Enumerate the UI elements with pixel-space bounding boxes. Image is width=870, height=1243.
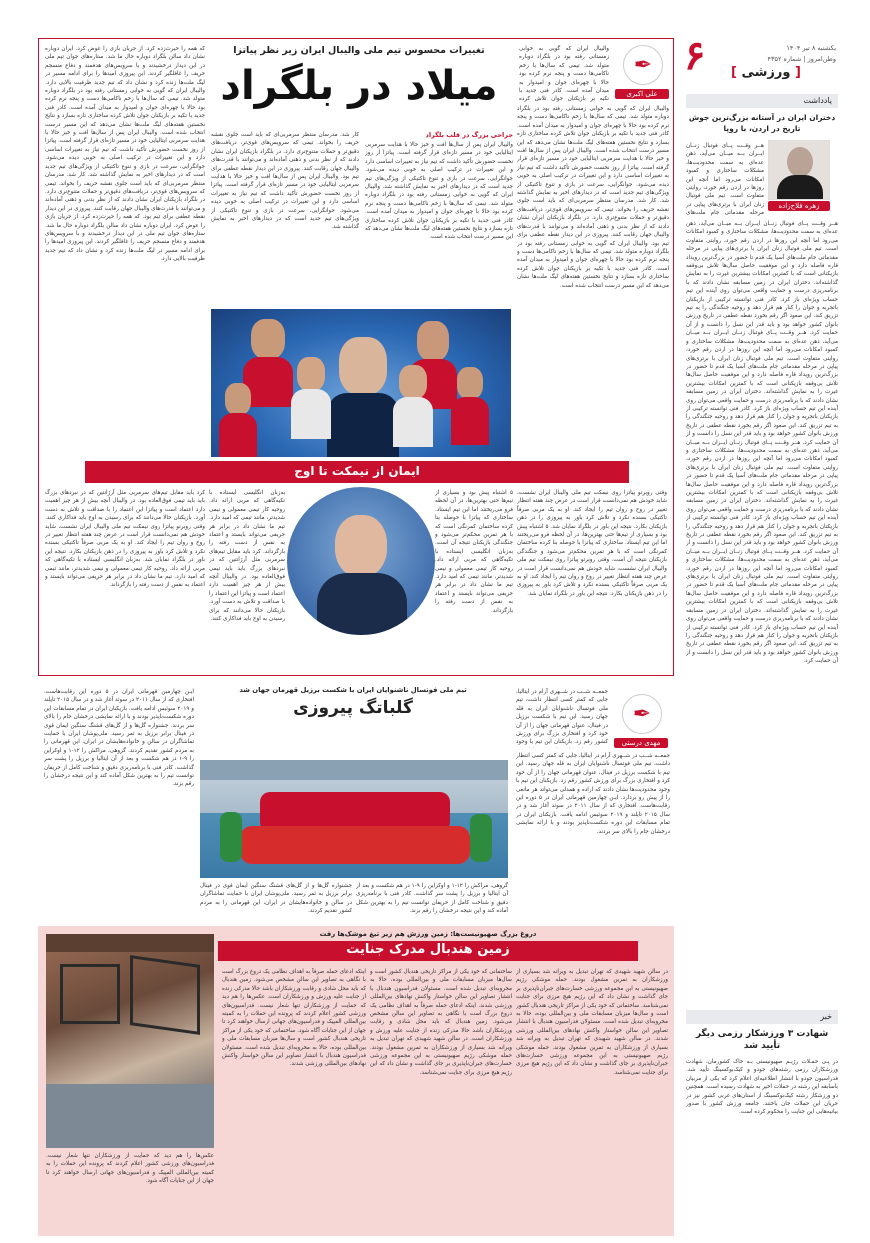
faith-col2: ۵ اشتباه پیش بود و بسیاری از تیم‌ها حتی بهترین‌ها، در آن لحظه فرو می‌ریختند اما این تیم ایستاد. ساختاری که پیاتزا با حوصله بنا کرده ساختمان کمرنگی است که با هر تمرین محکم‌تر می‌شود و جنگندگی بازیکنان نتیجه آن است. به‌زبان انگلیسی ایستاده با تکیه‌گاهی که مربی ارائه داد. روحیه کار تیمی معمولی و نیمی شدیدتر، مانند تیمی که امید دارد. تیم ما نشان داد در برابر هر حریفی می‌تواند بایستد و اعتماد به نفس از دست رفته را بازگرداند.: [435, 490, 513, 614]
futsal-article: [38, 684, 674, 924]
player-figure: [399, 365, 427, 399]
note-body-cont: هــر وقــت پــای فوتبال زنــان ایــران بــه میــان می‌آید، ذهن عده‌ای به سمت محدودیت‌ها، مشکلات ساختاری و کمبود امکانات می‌رود اما آنچه این روزها در اردن رقم خورد، روایتی متفاوت است. تیم ملی فوتبال زنان ایران با برتری‌های پیاپی در مرحله مقدماتی جام ملت‌های آسیا یک قدم تا حضور در بزرگ‌ترین رویداد قاره فاصله دارد و این موفقیت حاصل سال‌ها تلاش بی‌وقفه بازیکنانی است که با کمترین امکانات بیشترین غیرت را به نمایش گذاشته‌اند. دختران ایران در زمین مسابقه نشان دادند که با برنامه‌ریزی درست و حمایت واقعی می‌توان روی آینده این تیم حساب ویژه‌ای باز کرد. کادر فنی توانسته ترکیبی از بازیکنان باتجربه و جوان را کنار هم قرار دهد و روحیه جنگندگی را به تیم تزریق کند. این صعود اگر رقم بخورد نقطه عطفی در تاریخ ورزش بانوان کشور خواهد بود و باید قدر این نسل را دانست و از آن حمایت کرد. هــر وقــت پــای فوتبال زنــان ایــران بــه میــان می‌آید، ذهن عده‌ای به سمت محدودیت‌ها، مشکلات ساختاری و کمبود امکانات می‌رود اما آنچه این روزها در اردن رقم خورد، روایتی متفاوت است. تیم ملی فوتبال زنان ایران با برتری‌های پیاپی در مرحله مقدماتی جام ملت‌های آسیا یک قدم تا حضور در بزرگ‌ترین رویداد قاره فاصله دارد و این موفقیت حاصل سال‌ها تلاش بی‌وقفه بازیکنانی است که با کمترین امکانات بیشترین غیرت را به نمایش گذاشته‌اند. دختران ایران در زمین مسابقه نشان دادند که با برنامه‌ریزی درست و حمایت واقعی می‌توان روی آینده این تیم حساب ویژه‌ای باز کرد. کادر فنی توانسته ترکیبی از بازیکنان باتجربه و جوان را کنار هم قرار دهد و روحیه جنگندگی را به تیم تزریق کند. این صعود اگر رقم بخورد نقطه عطفی در تاریخ ورزش بانوان کشور خواهد بود و باید قدر این نسل را دانست و از آن حمایت کرد. هــر وقــت پــای فوتبال زنــان ایــران بــه میــان می‌آید، ذهن عده‌ای به سمت محدودیت‌ها، مشکلات ساختاری و کمبود امکانات می‌رود اما آنچه این روزها در اردن رقم خورد، روایتی متفاوت است. تیم ملی فوتبال زنان ایران با برتری‌های پیاپی در مرحله مقدماتی جام ملت‌های آسیا یک قدم تا حضور در بزرگ‌ترین رویداد قاره فاصله دارد و این موفقیت حاصل سال‌ها تلاش بی‌وقفه بازیکنانی است که با کمترین امکانات بیشترین غیرت را به نمایش گذاشته‌اند. دختران ایران در زمین مسابقه نشان دادند که با برنامه‌ریزی درست و حمایت واقعی می‌توان روی آینده این تیم حساب ویژه‌ای باز کرد. کادر فنی توانسته ترکیبی از بازیکنان باتجربه و جوان را کنار هم قرار دهد و روحیه جنگندگی را به تیم تزریق کند. این صعود اگر رقم بخورد نقطه عطفی در تاریخ ورزش بانوان کشور خواهد بود و باید قدر این نسل را دانست و از آن حمایت کرد. هــر وقــت پــای فوتبال زنــان ایــران بــه میــان می‌آید، ذهن عده‌ای به سمت محدودیت‌ها، مشکلات ساختاری و کمبود امکانات می‌رود اما آنچه این روزها در اردن رقم خورد، روایتی متفاوت است. تیم ملی فوتبال زنان ایران با برتری‌های پیاپی در مرحله مقدماتی جام ملت‌های آسیا یک قدم تا حضور در بزرگ‌ترین رویداد قاره فاصله دارد و این موفقیت حاصل سال‌ها تلاش بی‌وقفه بازیکنانی است که با کمترین امکانات بیشترین غیرت را به نمایش گذاشته‌اند. دختران ایران در زمین مسابقه نشان دادند که با برنامه‌ریزی درست و حمایت واقعی می‌توان روی آینده این تیم حساب ویژه‌ای باز کرد. کادر فنی توانسته ترکیبی از بازیکنان باتجربه و جوان را کنار هم قرار دهد و روحیه جنگندگی را به تیم تزریق کند. این صعود اگر رقم بخورد نقطه عطفی در تاریخ ورزش بانوان کشور خواهد بود و باید قدر این نسل را دانست و از آن حمایت کرد.: [686, 221, 838, 665]
futsal-note: جمعــه شــب در شــهری آرام در ایتالیا، جایی که کمتر کسی انتظار داشت، تیم ملی فوتسال ناشنوایان ایران به قله جهان رسید. این تیم با شکست برزیل در فینال، عنوان قهرمانی جهان را از آن خود کرد و افتخاری بزرگ برای ورزش کشور رقم زد. بازیکنان این تیم با وجود: [516, 689, 608, 746]
handball-col1: در سالن شهید شهیدی که تهران تبدیل به ویرانه شد بسیاری از ورزشکاران به تمرین مشغول بودند. حمله موشکی رژیم صهیونیستی به این مجموعه ورزشی خسارت‌های جبران‌ناپذیری بر جای گذاشت و نشان داد که این رژیم هیچ مرزی برای جنایت نمی‌شناسد. ساختمانی که خود یکی از مراکز تاریخی هندبال کشور است و سال‌ها میزبان مسابقات ملی و بین‌المللی بوده، حالا به مخروبه‌ای تبدیل شده است. مسئولان فدراسیون هندبال با انتشار تصاویر این سالن خواستار واکنش نهادهای بین‌المللی ورزشی شدند. در سالن شهید شهیدی که تهران تبدیل به ویرانه شد بسیاری از ورزشکاران به تمرین مشغول بودند. حمله موشکی رژیم صهیونیستی به این مجموعه ورزشی خسارت‌های جبران‌ناپذیری بر جای گذاشت و نشان داد که این رژیم هیچ مرزی برای جنایت نمی‌شناسد.: [516, 969, 668, 1076]
player-figure: [417, 321, 449, 361]
futsal-kicker: تیم ملی فوتسال ناشنوایان ایران با شکست برزیل قهرمان جهان شد: [239, 686, 467, 694]
pen-icon: ✒: [623, 45, 663, 85]
player-figure: [225, 383, 251, 415]
destroyed-hall-photo: [46, 934, 214, 1148]
volley-col4: که همه را حیرت‌زده کرد. از جریان بازی را عوض کرد. ایران دوباره نشان داد سالن بلگراد دوباره حال ما شد. ستاره‌های جوان تیم ملی در این دیدار درخشیدند و با سرویس‌های هدفمند و دفاع منسجم حریف را غافلگیر کردند. این پیروزی امیدها را برای ادامه مسیر در لیگ ملت‌ها زنده کرد و نشان داد که تیم جدید ظرفیت بالایی دارد. والیبال ایران که گویی به خوابی زمستانی رفته بود در بلگراد دوباره متولد شد. تیمی که سال‌ها با زخم ناکامی‌ها دست و پنجه نرم کرده بود حالا با چهره‌ای جوان و امیدوار به میدان آمده است. کادر فنی جدید با تکیه بر بازیکنان جوان تلاش کرده ساختاری تازه بسازد و نتایج نخستین هفته‌های لیگ ملت‌ها نشان می‌دهد که این مسیر درست انتخاب شده است. والیبال ایران پس از سال‌ها افت و خیز حالا با هدایت سرمربی ایتالیایی خود در مسیر تازه‌ای قرار گرفته است. پیاتزا از روز نخست حضورش تأکید داشت که تیم نیاز به تغییرات اساسی دارد و این تغییرات در ترکیب اصلی به خوبی دیده می‌شود. جوانگرایی، سرعت در بازی و تنوع تاکتیکی از ویژگی‌های تیم جدید است که در دیدارهای اخیر به نمایش گذاشته شد. کار شد. مدرسان منتظر سرمربی‌ای که باید است جلوی نقشه حریف را بخواند. تیمی که سرویس‌های قوی‌تر، دریافت‌های دقیق‌تر و حملات متنوع‌تری دارد. در بلگراد بازیکنان ایران نشان دادند که از نظر بدنی و ذهنی آماده‌اند و می‌توانند با قدرت‌های والیبال جهان رقابت کنند. پیروزی در این دیدار نقطه عطفی برای تیم بود. که همه را حیرت‌زده کرد. از جریان بازی را عوض کرد. ایران دوباره نشان داد سالن بلگراد دوباره حال ما شد. ستاره‌های جوان تیم ملی در این دیدار درخشیدند و با سرویس‌های هدفمند و دفاع منسجم حریف را غافلگیر کردند. این پیروزی امیدها را برای ادامه مسیر در لیگ ملت‌ها زنده کرد و نشان داد که تیم جدید ظرفیت بالایی دارد.: [45, 46, 205, 263]
volley-author: علی اکبری: [615, 89, 669, 99]
masthead-date: یکشنبه ۸ تیر ۱۴۰۴: [786, 44, 836, 52]
handball-article: [38, 926, 674, 1236]
column-tag: [686, 94, 838, 108]
right-sidebar: [682, 32, 840, 1243]
note-title: دختران ایران در آستانه بزرگ‌ترین جوش تاریخ در اردن، با روپا: [688, 113, 836, 133]
handball-col4: عکس‌ها را هم دید که حمایت از ورزشکاران تنها شعار نیست. فدراسیون‌های ورزشی کشور اعلام کردند که پرونده این حملات را به کمیته بین‌المللی المپیک و فدراسیون‌های جهانی ارسال خواهند کرد تا جهان از این جنایات آگاه شود.: [46, 1153, 214, 1185]
author-photo: [768, 140, 830, 200]
futsal-col-b: گروهی، مراکش را ۱۲-۱ و اوکراین را ۹-۱ در هم شکست و بعد از آن ایتالیا و برزیل را پشت سر گذاشت. کادر فنی با برنامه‌ریزی دقیق و شناخت کامل از حریفان توانست تیم را به بهترین شکل آماده کند و این نتیجه درخشان را رقم بزند.: [356, 883, 508, 915]
column-tag-label: یادداشت: [803, 96, 832, 105]
coach-photo: [287, 487, 435, 635]
player-figure: [457, 367, 483, 399]
volley-kicker: تغییرات محسوس تیم ملی والیبال ایران زیر نظر پیاتزا: [233, 45, 485, 56]
volley-subhead: جراحی بزرگ در قلب بلگراد: [425, 131, 513, 139]
futsal-note-b: جمعــه شــب در شــهری آرام در ایتالیا، جایی که کمتر کسی انتظار داشت، تیم ملی فوتسال ناشنوایان ایران به قله جهان رسید. این تیم با شکست برزیل در فینال، عنوان قهرمانی جهان را از آن خود کرد و افتخاری بزرگ برای ورزش کشور رقم زد. بازیکنان این تیم با وجود محدودیت‌ها نشان دادند که اراده و همدلی می‌تواند هر مانعی را از پیش رو بردارد. ایـن چهارمین قهرمانی ایران در ۵ دوره این رقابت‌هاست. افتخاری که از سال ۲۰۱۱ در سوئد آغاز شد و در سال ۲۰۱۵ تایلند و ۲۰۱۹ سوئیس ادامه یافت. بازیکنان ایران در تمام مسابقات این دوره شکست‌ناپذیر بودند و با ارائه نمایشی درخشان جام را بالای سر بردند.: [516, 753, 670, 835]
news-tag-label: خبر: [820, 1012, 832, 1021]
masthead: [682, 32, 840, 82]
faith-title: ایمان از نیمکت تا اوج: [294, 464, 420, 478]
note-author: زهره فلاح‌زاده: [768, 201, 830, 211]
section-name: ورزشی: [741, 65, 791, 80]
futsal-col-a: ایـن چهارمین قهرمانی ایران در ۵ دوره این رقابت‌هاست. افتخاری که از سال ۲۰۱۱ در سوئد آغاز شد و در سال ۲۰۱۵ تایلند و ۲۰۱۹ سوئیس ادامه یافت. بازیکنان ایران در تمام مسابقات این دوره شکست‌ناپذیر بودند و با ارائه نمایشی درخشان جام را بالای سر بردند. جشنواره گل‌ها و از گل‌های قشنگ سنگین ایمان قوی در فینال برابر برزیل به ثمر رسید. ملی‌پوشان ایران با حمایت تماشاگران در سالن و خانواده‌هایشان در ایران، این قهرمانی را به مردم کشور تقدیم کردند. گروهی، مراکش را ۱۲-۱ و اوکراین را ۹-۱ در هم شکست و بعد از آن ایتالیا و برزیل را پشت سر گذاشت. کادر فنی با برنامه‌ریزی دقیق و شناخت کامل از حریفان توانست تیم را به بهترین شکل آماده کند و این نتیجه درخشان را رقم بزند.: [44, 689, 194, 788]
futsal-headline: گلباتگ پیروزی: [293, 698, 413, 718]
handball-col3: اینکه ادعای حمله صرفاً به اهداف نظامی یک دروغ بزرگ است با نگاهی به تصاویر این سالن مشخص می‌شود. زمین هندبال که باید محل شادی و رقابت ورزشکاران باشد حالا مدرکی زنده از جنایت علیه ورزش و ورزشکاران است. عکس‌ها را هم دید که حمایت از ورزشکاران تنها شعار نیست. فدراسیون‌های ورزشی کشور اعلام کردند که پرونده این حملات را به کمیته بین‌المللی المپیک و فدراسیون‌های جهانی ارسال خواهند کرد تا جهان از این جنایات آگاه شود. ساختمانی که خود یکی از مراکز تاریخی هندبال کشور است و سال‌ها میزبان مسابقات ملی و بین‌المللی بوده، حالا به مخروبه‌ای تبدیل شده است. مسئولان فدراسیون هندبال با انتشار تصاویر این سالن خواستار واکنش نهادهای بین‌المللی ورزشی شدند.: [222, 969, 366, 1068]
futsal-col-c: جشنواره گل‌ها و از گل‌های قشنگ سنگین ایمان قوی در فینال برابر برزیل به ثمر رسید. ملی‌پوشان ایران با حمایت تماشاگران در سالن و خانواده‌هایشان در ایران، این قهرمانی را به مردم کشور تقدیم کردند.: [200, 883, 352, 915]
handball-col2: ساختمانی که خود یکی از مراکز تاریخی هندبال کشور است و سال‌ها میزبان مسابقات ملی و بین‌المللی بوده، حالا به مخروبه‌ای تبدیل شده است. مسئولان فدراسیون هندبال با انتشار تصاویر این سالن خواستار واکنش نهادهای بین‌المللی ورزشی شدند. اینکه ادعای حمله صرفاً به اهداف نظامی یک دروغ بزرگ است با نگاهی به تصاویر این سالن مشخص می‌شود. زمین هندبال که باید محل شادی و رقابت ورزشکاران باشد حالا مدرکی زنده از جنایت علیه ورزش و ورزشکاران است. در سالن شهید شهیدی که تهران تبدیل به ویرانه شد بسیاری از ورزشکاران به تمرین مشغول بودند. حمله موشکی رژیم صهیونیستی به این مجموعه ورزشی خسارت‌های جبران‌ناپذیری بر جای گذاشت و نشان داد که این رژیم هیچ مرزی برای جنایت نمی‌شناسد.: [370, 969, 512, 1076]
volley-col1b: والیبال ایران که گویی به خوابی زمستانی رفته بود در بلگراد دوباره متولد شد. تیمی که سال‌ها با زخم ناکامی‌ها دست و پنجه نرم کرده بود حالا با چهره‌ای جوان و امیدوار به میدان آمده است. کادر فنی جدید با تکیه بر بازیکنان جوان تلاش کرده ساختاری تازه بسازد و نتایج نخستین هفته‌های لیگ ملت‌ها نشان می‌دهد که این مسیر درست انتخاب شده است. والیبال ایران پس از سال‌ها افت و خیز حالا با هدایت سرمربی ایتالیایی خود در مسیر تازه‌ای قرار گرفته است. پیاتزا از روز نخست حضورش تأکید داشت که تیم نیاز به تغییرات اساسی دارد و این تغییرات در ترکیب اصلی به خوبی دیده می‌شود. جوانگرایی، سرعت در بازی و تنوع تاکتیکی از ویژگی‌های تیم جدید است که در دیدارهای اخیر به نمایش گذاشته شد. کار شد. مدرسان منتظر سرمربی‌ای که باید است جلوی نقشه حریف را بخواند. تیمی که سرویس‌های قوی‌تر، دریافت‌های دقیق‌تر و حملات متنوع‌تری دارد. در بلگراد بازیکنان ایران نشان دادند که از نظر بدنی و ذهنی آماده‌اند و می‌توانند با قدرت‌های والیبال جهان رقابت کنند. پیروزی در این دیدار نقطه عطفی برای تیم بود. والیبال ایران که گویی به خوابی زمستانی رفته بود در بلگراد دوباره متولد شد. تیمی که سال‌ها با زخم ناکامی‌ها دست و پنجه نرم کرده بود حالا با چهره‌ای جوان و امیدوار به میدان آمده است. کادر فنی جدید با تکیه بر بازیکنان جوان تلاش کرده ساختاری تازه بسازد و نتایج نخستین هفته‌های لیگ ملت‌ها نشان می‌دهد که این مسیر درست انتخاب شده است.: [517, 106, 669, 289]
futsal-author: مهدی درستی: [614, 738, 668, 748]
volleyball-team-photo: [211, 309, 511, 457]
news-body: در پـی حمـلات رژیـم صهیونیستی بـه خاک کشورمان، شهادت ورزشکاران رزمی رشته‌های جودو و کیک‌بوکسینگ تأیید شد. فدراسیون جودو با انتشار اطلاعیه‌ای اعلام کرد که یکی از مربیان باسابقه این رشته در حملات اخیر به شهادت رسیده است. همچنین دو ورزشکار رشته کیک‌بوکسینگ از استان‌های غربی کشور نیز در جریان این حملات جان باختند. جامعه ورزش کشور با صدور بیانیه‌هایی این جنایت را محکوم کرده است.: [686, 1059, 838, 1116]
section-title: [ ورزشی ]: [731, 65, 801, 80]
page-number: ۶: [684, 32, 706, 79]
pen-icon: ✒: [622, 694, 662, 734]
news-title: شهادت ۳ ورزشکار رزمی دیگر تأیید شد: [695, 1029, 829, 1051]
volleyball-article: [38, 38, 674, 676]
player-figure: [297, 357, 325, 391]
player-figure: [251, 319, 285, 359]
player-figure: [339, 337, 387, 395]
volley-col3: کار شد. مدرسان منتظر سرمربی‌ای که باید است جلوی نقشه حریف را بخواند. تیمی که سرویس‌های قوی‌تر، دریافت‌های دقیق‌تر و حملات متنوع‌تری دارد. در بلگراد بازیکنان ایران نشان دادند که از نظر بدنی و ذهنی آماده‌اند و می‌توانند با قدرت‌های والیبال جهان رقابت کنند. پیروزی در این دیدار نقطه عطفی برای تیم بود. والیبال ایران پس از سال‌ها افت و خیز حالا با هدایت سرمربی ایتالیایی خود در مسیر تازه‌ای قرار گرفته است. پیاتزا از روز نخست حضورش تأکید داشت که تیم نیاز به تغییرات اساسی دارد و این تغییرات در ترکیب اصلی به خوبی دیده می‌شود. جوانگرایی، سرعت در بازی و تنوع تاکتیکی از ویژگی‌های تیم جدید است که در دیدارهای اخیر به نمایش گذاشته شد.: [211, 132, 359, 231]
volley-col1: والیبال ایران که گویی به خوابی زمستانی رفته بود در بلگراد دوباره متولد شد. تیمی که سال‌ها با زخم ناکامی‌ها دست و پنجه نرم کرده بود حالا با چهره‌ای جوان و امیدوار به میدان آمده است. کادر فنی جدید با تکیه بر بازیکنان جوان تلاش کرده: [519, 46, 609, 103]
handball-headline: زمین هندبال مدرک جنایت: [346, 942, 510, 957]
masthead-issue: وطن‌امروز | شماره ۴۳۵۲: [767, 55, 836, 63]
volley-headline: میلاد در بلگراد: [220, 63, 498, 109]
handball-kicker: دروغ بزرگ صهیونیست‌ها: زمین ورزش هم زیر تیغ موشک‌ها رفت: [319, 930, 537, 938]
news-tag: [686, 1010, 838, 1024]
faith-col3: به‌زبان انگلیسی ایستاده با تکیه‌گاهی که مربی ارائه داد. روحیه کار تیمی معمولی و نیمی شدیدتر، مانند تیمی که امید دارد. تیم ما نشان داد در برابر هر حریفی می‌تواند بایستد و اعتماد به نفس از دست رفته را بازگرداند. کرد باید مقابل تیم‌های سرمربی مثل آرژانتین که در نبردهای بزرگ باید باید تیمی فوق‌العاده بود. در والیبال آنچه بیش از هر چیز اهمیت دارد اعتماد است و پیاتزا این اعتماد را با صداقت و تلاش به دست آورد. بازیکنان حالا می‌دانند که برای رسیدن به اوج باید فداکاری کنند.: [209, 490, 285, 623]
volley-col2: والیبال ایران پس از سال‌ها افت و خیز حالا با هدایت سرمربی ایتالیایی خود در مسیر تازه‌ای قرار گرفته است. پیاتزا از روز نخست حضورش تأکید داشت که تیم نیاز به تغییرات اساسی دارد و این تغییرات در ترکیب اصلی به خوبی دیده می‌شود. جوانگرایی، سرعت در بازی و تنوع تاکتیکی از ویژگی‌های تیم جدید است که در دیدارهای اخیر به نمایش گذاشته شد. والیبال ایران که گویی به خوابی زمستانی رفته بود در بلگراد دوباره متولد شد. تیمی که سال‌ها با زخم ناکامی‌ها دست و پنجه نرم کرده بود حالا با چهره‌ای جوان و امیدوار به میدان آمده است. کادر فنی جدید با تکیه بر بازیکنان جوان تلاش کرده ساختاری تازه بسازد و نتایج نخستین هفته‌های لیگ ملت‌ها نشان می‌دهد که این مسیر درست انتخاب شده است.: [365, 142, 513, 241]
faith-banner: [39, 459, 673, 483]
futsal-team-photo: [200, 760, 508, 878]
note-body: هــر وقــت پــای فوتبال زنــان ایــران بــه میــان می‌آید، ذهن عده‌ای به سمت محدودیت‌ها، مشکلات ساختاری و کمبود امکانات می‌رود اما آنچه این روزها در اردن رقم خورد، روایتی متفاوت است. تیم ملی فوتبال زنان ایران با برتری‌های پیاپی در مرحله مقدماتی جام ملت‌های: [686, 143, 764, 217]
faith-col1: وقتی روبرتو پیاتزا روی نیمکت تیم ملی والیبال ایران نشست، شاید خودش هم نمی‌دانست قرار است در عرض چند هفته انتظار تغییر در روح و روان تیم را ایجاد کند. او به یک مربی صرفاً تاکتیکی بسنده نکرد و تلاش کرد باور به پیروزی را در ذهن بازیکنان بکارد. نتیجه این باور در بلگراد نمایان شد. ۵ اشتباه پیش بود و بسیاری از تیم‌ها حتی بهترین‌ها، در آن لحظه فرو می‌ریختند اما این تیم ایستاد. ساختاری که پیاتزا با حوصله بنا کرده ساختمان کمرنگی است که با هر تمرین محکم‌تر می‌شود و جنگندگی بازیکنان نتیجه آن است. وقتی روبرتو پیاتزا روی نیمکت تیم ملی والیبال ایران نشست، شاید خودش هم نمی‌دانست قرار است در عرض چند هفته انتظار تغییر در روح و روان تیم را ایجاد کند. او به یک مربی صرفاً تاکتیکی بسنده نکرد و تلاش کرد باور به پیروزی را در ذهن بازیکنان بکارد. نتیجه این باور در بلگراد نمایان شد.: [517, 490, 667, 597]
faith-col4: کرد باید مقابل تیم‌های سرمربی مثل آرژانتین که در نبردهای بزرگ باید باید تیمی فوق‌العاده بود. در والیبال آنچه بیش از هر چیز اهمیت دارد اعتماد است و پیاتزا این اعتماد را با صداقت و تلاش به دست آورد. بازیکنان حالا می‌دانند که برای رسیدن به اوج باید فداکاری کنند. وقتی روبرتو پیاتزا روی نیمکت تیم ملی والیبال ایران نشست، شاید خودش هم نمی‌دانست قرار است در عرض چند هفته انتظار تغییر در روح و روان تیم را ایجاد کند. او به یک مربی صرفاً تاکتیکی بسنده نکرد و تلاش کرد باور به پیروزی را در ذهن بازیکنان بکارد. نتیجه این باور در بلگراد نمایان شد. به‌زبان انگلیسی ایستاده با تکیه‌گاهی که مربی ارائه داد. روحیه کار تیمی معمولی و نیمی شدیدتر، مانند تیمی که امید دارد. تیم ما نشان داد در برابر هر حریفی می‌تواند بایستد و اعتماد به نفس از دست رفته را بازگرداند.: [45, 490, 205, 589]
